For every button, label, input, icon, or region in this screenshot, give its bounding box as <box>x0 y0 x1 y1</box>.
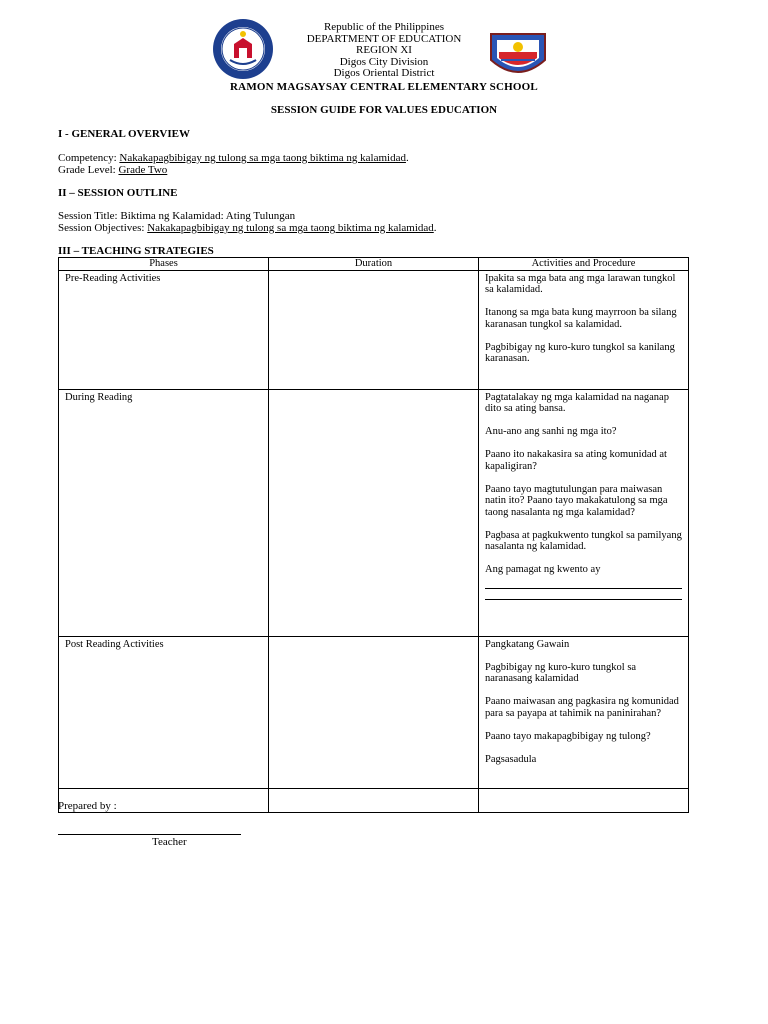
activities-cell <box>479 788 689 812</box>
header-district: Digos Oriental District <box>333 67 435 79</box>
activity-item: Pangkatang Gawain <box>485 638 570 650</box>
competency-label: Competency: <box>58 152 120 164</box>
table-row <box>59 270 689 389</box>
header-republic: Republic of the Philippines <box>323 21 445 33</box>
activities-cell <box>479 636 689 788</box>
activity-item: Pagtatalakay ng mga kalamidad na naganap dito sa ating bansa. <box>485 391 669 414</box>
activity-item: Paano maiwasan ang pagkasira ng komunidad para sa payapa at tahimik na paninirahan? <box>485 696 679 719</box>
activity-item: Pagsasadula <box>485 753 537 765</box>
duration-cell <box>269 788 479 812</box>
session-objectives-line: Session Objectives: Nakakapagbibigay ng tulong sa mga taong biktima ng kalamidad. <box>58 222 437 234</box>
duration-cell <box>269 389 479 636</box>
column-header-phases: Phases <box>59 258 269 271</box>
table-row-empty <box>59 788 689 812</box>
teacher-label: Teacher <box>152 836 187 848</box>
section-strategies-heading: III – TEACHING STRATEGIES <box>58 245 214 257</box>
table-row <box>59 636 689 788</box>
school-name: RAMON MAGSAYSAY CENTRAL ELEMENTARY SCHOOL <box>230 80 538 93</box>
grade-level-value: Grade Two <box>118 164 168 176</box>
grade-level-line <box>58 164 167 176</box>
competency-value: Nakakapagbibigay ng tulong sa mga taong biktima ng kalamidad <box>119 152 406 164</box>
letterhead <box>0 22 768 93</box>
section-outline-heading: II – SESSION OUTLINE <box>58 187 178 199</box>
prepared-by-label: Prepared by : <box>58 800 117 812</box>
header-region: REGION XI <box>356 44 412 56</box>
competency-line: Competency: Nakakapagbibigay ng tulong sa mga taong biktima ng kalamidad. <box>58 152 409 164</box>
activity-item: Ang pamagat ng kwento ay <box>485 564 601 575</box>
signature-line <box>58 834 241 835</box>
activity-item: Paano tayo magtutulungan para maiwasan natin ito? Paano tayo makakatulong sa mga taong nasalanta ng mga kalamidad? <box>485 483 668 518</box>
duration-cell <box>269 636 479 788</box>
table-row <box>59 389 689 636</box>
phase-cell: Post Reading Activities <box>59 636 269 788</box>
grade-level-label: Grade Level: <box>58 164 119 176</box>
activity-item: Pagbibigay ng kuro-kuro tungkol sa kanilang karanasan. <box>485 341 675 364</box>
story-title-blank-line <box>485 578 682 589</box>
session-title-value: Biktima ng Kalamidad: Ating Tulungan <box>120 210 296 222</box>
section-general-heading: I - GENERAL OVERVIEW <box>58 128 190 140</box>
session-title-label: Session Title: <box>58 210 121 222</box>
column-header-activities: Activities and Procedure <box>479 258 689 271</box>
header-division: Digos City Division <box>339 55 429 68</box>
activity-item: Pagbibigay ng kuro-kuro tungkol sa naranasang kalamidad <box>485 661 637 684</box>
story-title-blank-line <box>485 589 682 600</box>
activity-item: Paano ito nakakasira sa ating komunidad at kapaligiran? <box>485 449 667 472</box>
session-objectives-label: Session Objectives: <box>58 222 148 234</box>
activity-item: Anu-ano ang sanhi ng mga ito? <box>485 426 617 437</box>
session-title-line <box>58 210 295 222</box>
activities-cell <box>479 389 689 636</box>
activity-item: Itanong sa mga bata kung mayrroon ba silang karanasan tungkol sa kalamidad. <box>485 307 677 330</box>
phase-cell: During Reading <box>59 389 269 636</box>
activity-item: Ipakita sa mga bata ang mga larawan tungkol sa kalamidad. <box>485 272 676 295</box>
header-department: DEPARTMENT OF EDUCATION <box>306 32 462 45</box>
activities-cell <box>479 270 689 389</box>
activity-item: Paano tayo makapagbibigay ng tulong? <box>485 730 651 742</box>
document-title: SESSION GUIDE FOR VALUES EDUCATION <box>270 104 498 116</box>
column-header-duration: Duration <box>269 258 479 271</box>
activity-item: Pagbasa at pagkukwento tungkol sa pamilyang nasalanta ng kalamidad. <box>485 529 682 552</box>
table-header-row <box>59 258 689 271</box>
phase-cell: Pre-Reading Activities <box>59 270 269 389</box>
duration-cell <box>269 270 479 389</box>
teaching-strategies-table <box>58 257 689 813</box>
session-objectives-value: Nakakapagbibigay ng tulong sa mga taong biktima ng kalamidad <box>147 222 434 234</box>
